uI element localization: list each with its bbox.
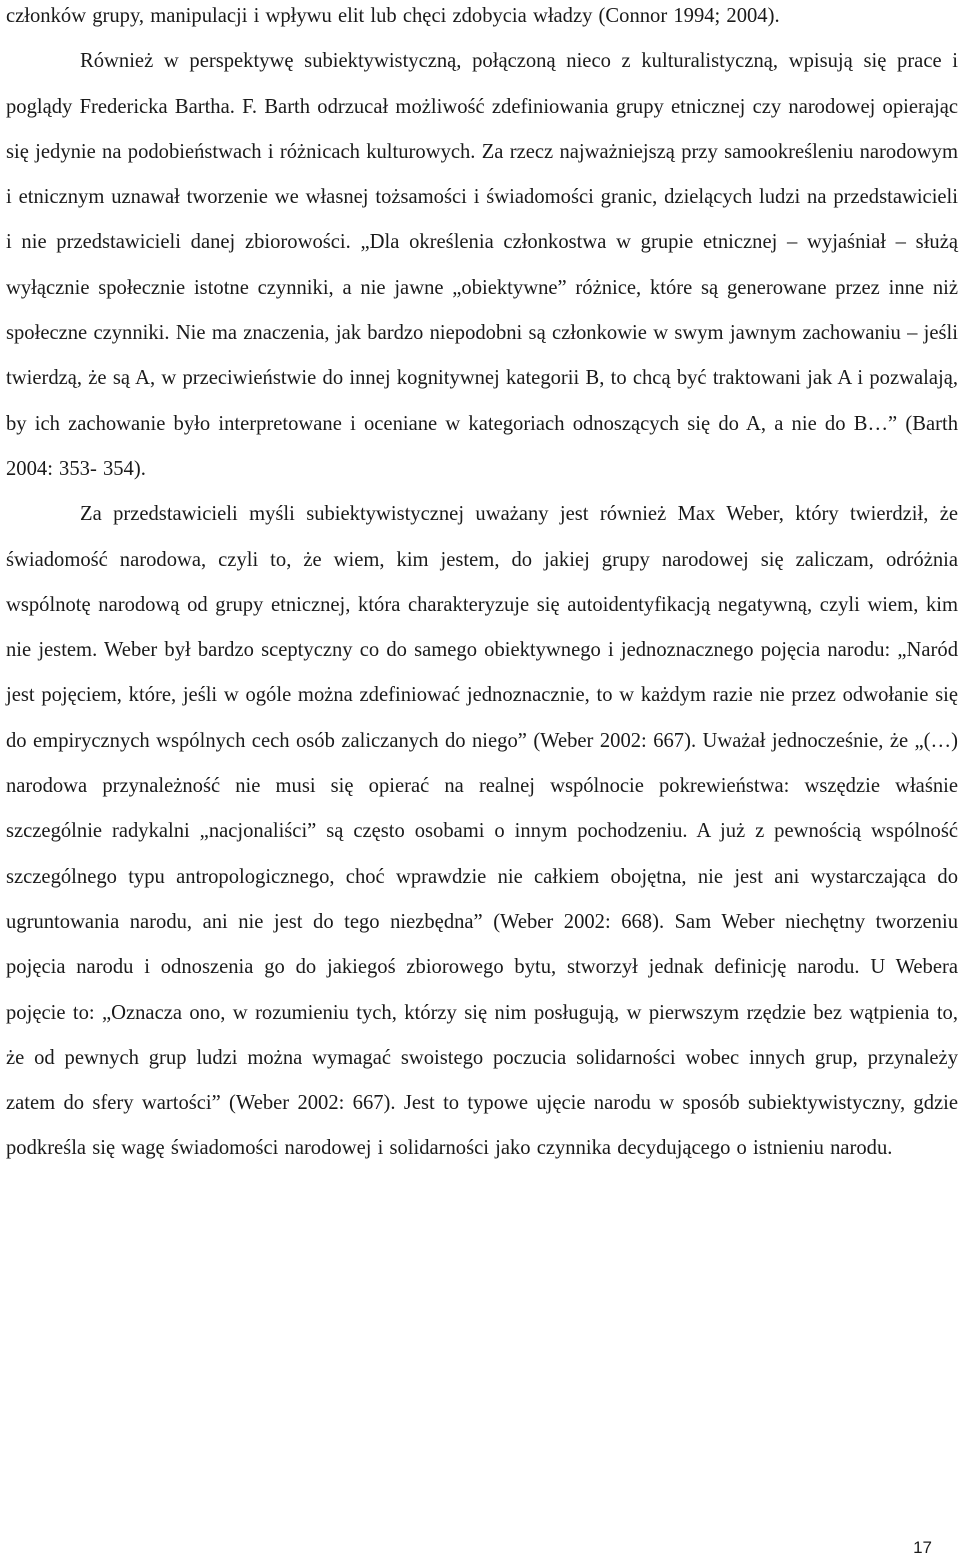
paragraph-continuation: członków grupy, manipulacji i wpływu elit lub chęci zdobycia władzy (Connor 1994; 2004).	[6, 5, 780, 27]
document-page	[6, 0, 958, 1172]
paragraph-weber: Za przedstawicieli myśli subiektywistycznej uważany jest również Max Weber, który twierdził, że świadomość narodowa, czyli to, że wiem, kim jestem, do jakiej grupy narodowej się zaliczam, odróżnia wspólnotę narodową od grupy etnicznej, która charakteryzuje się autoidentyfikacją negatywną, czyli wiem, kim nie jestem. Weber był bardzo sceptyczny co do samego obiektywnego i jednoznacznego pojęcia narodu: „Naród jest pojęciem, które, jeśli w ogóle można zdefiniować jednoznacznie, to w każdym razie nie przez odwołanie się do empirycznych wspólnych cech osób zaliczanych do niego” (Weber 2002: 667). Uważał jednocześnie, że „(…) narodowa przynależność nie musi się opierać na realnej wspólnocie pokrewieństwa: wszędzie właśnie szczególnie radykalni „nacjonaliści” są często osobami o innym pochodzeniu. A już z pewnością wspólność szczególnego typu antropologicznego, choć wprawdzie nie całkiem obojętna, nie jest ani wystarczająca do ugruntowania narodu, ani nie jest do tego niezbędna” (Weber 2002: 668). Sam Weber niechętny tworzeniu pojęcia narodu i odnoszenia go do jakiegoś zbiorowego bytu, stworzył jednak definicję narodu. U Webera pojęcie to: „Oznacza ono, w rozumieniu tych, którzy się nim posługują, w pierwszym rzędzie bez wątpienia to, że od pewnych grup ludzi można wymagać swoistego poczucia solidarności wobec innych grup, przynależy zatem do sfery wartości” (Weber 2002: 667). Jest to typowe ujęcie narodu w sposób subiektywistyczny, gdzie podkreśla się wagę świadomości narodowej i solidarności jako czynnika decydującego o istnieniu narodu.	[6, 503, 958, 1160]
paragraph-barth: Również w perspektywę subiektywistyczną, połączoną nieco z kulturalistyczną, wpisują się prace i poglądy Fredericka Bartha. F. Barth odrzucał możliwość zdefiniowania grupy etnicznej czy narodowej opierając się jedynie na podobieństwach i różnicach kulturowych. Za rzecz najważniejszą przy samookreśleniu narodowym i etnicznym uznawał tworzenie we własnej tożsamości i świadomości granic, dzielących ludzi na przedstawicieli i nie przedstawicieli danej zbiorowości. „Dla określenia członkostwa w grupie etnicznej – wyjaśniał – służą wyłącznie społecznie istotne czynniki, a nie jawne „obiektywne” różnice, które są generowane przez inne niż społeczne czynniki. Nie ma znaczenia, jak bardzo niepodobni są członkowie w swym jawnym zachowaniu – jeśli twierdzą, że są A, w przeciwieństwie do innej kognitywnej kategorii B, to chcą być traktowani jak A i pozwalają, by ich zachowanie było interpretowane i oceniane w kategoriach odnoszących się do A, a nie do B…” (Barth 2004: 353- 354).	[6, 50, 958, 480]
page-number: 17	[913, 1538, 932, 1557]
